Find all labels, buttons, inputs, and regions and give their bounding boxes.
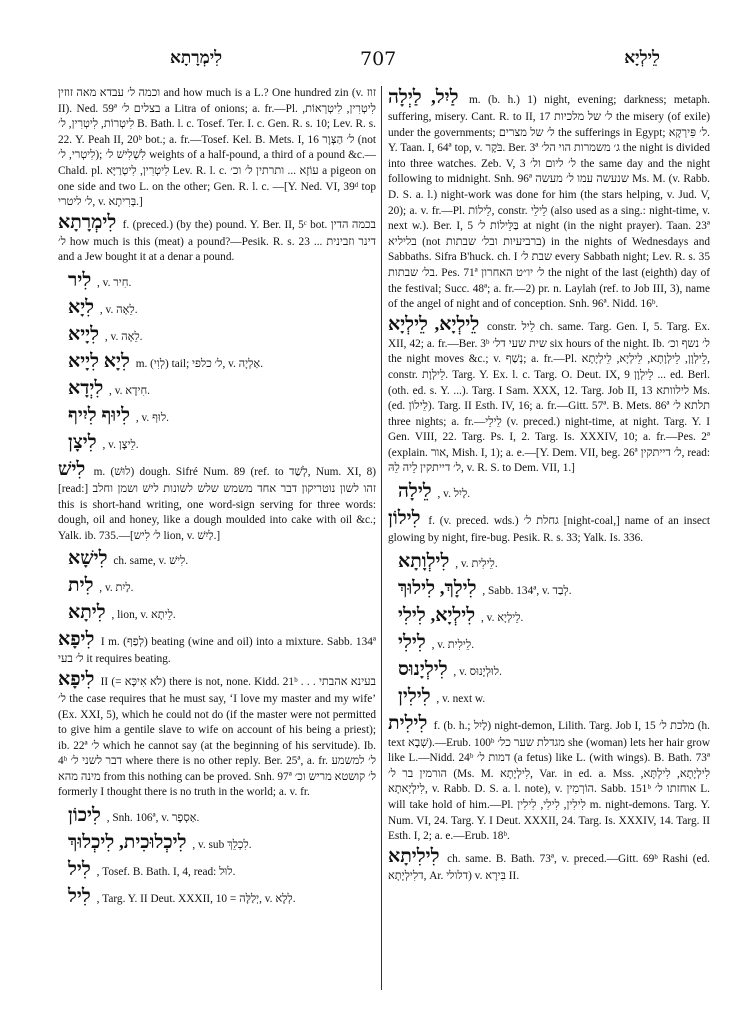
entry-text: , Sabb. 134ª, v. לְבַד. <box>482 584 572 597</box>
entry-text: ch. same. B. Bath. 73ª, v. preced.—Gitt. 69ᵇ Rashi (ed. דלִילְיָתָא, Ar. דלולי) v. בִּירָא II. <box>388 852 710 882</box>
left-column <box>58 86 376 986</box>
left-running-head: לִימְרָתָא <box>170 48 223 68</box>
headword: לִישׁ <box>58 458 86 480</box>
entry-lil-1 <box>68 858 376 882</box>
entry-text: ch. same, v. לִישׁ. <box>113 555 189 568</box>
headword: לִיפָא <box>58 629 95 651</box>
entry-liliya <box>398 604 710 628</box>
entry-text: f. (b. h.; לַיִל) night-demon, Lilith. Targ. Job I, 15 מלכת ל׳ (h. text שְׁבָא).—Erub. 100ᵇ מגדלת שער כל׳ she (woman) lets her hair grow like L.—Nidd. 24ᵇ דמות ל׳ (a fetus) like L. (with wings). B. Bath. 73ª הורמין בר ל׳ (Ms. M. לִילְיָתָא, Var. in ed. a. Mss. לִילְיָתָא, לִילְתָּא, לִילְיָאתָא, v. Rabb. D. S. a. l. note), v. הוֹרְמִין. Sabb. 151ᵇ אוחזתו ל׳ L. will take hold of him.—Pl. לִילִין, לִילִי, לִילִין m. night-demons. Targ. Y. Num. VI, 24. Targ. Y. I Deut. XXXII, 24. Targ. Is. XXXIV, 14. Targ. II Esth. I, 2; a. e.—Erub. 18ᵇ. <box>388 719 710 843</box>
entry-text: , v. חִידָא. <box>109 384 150 397</box>
entry-text: , v. לַיִת. <box>99 582 134 595</box>
entry-liya-2 <box>68 323 376 347</box>
entry-text: f. (preced.) (by the) pound. Y. Ber. II, 5ᶜ bot. בכמה הדין ל׳ how much is this (meat) a pound?—Pesik. R. s. 23 ... דינר וזבינית and a Jew bought it at a denar a pound. <box>58 218 376 264</box>
entry-liya-1 <box>68 296 376 320</box>
headword: לִיר <box>68 269 92 291</box>
headword: לִיָיא <box>68 323 100 345</box>
headword: לִילִיתָא <box>388 845 440 867</box>
headword: לִיוּף לִיִיף <box>68 404 131 426</box>
right-running-head: לֵילְיָא <box>624 48 660 68</box>
entry-likhlukh <box>68 831 376 855</box>
headword: לִישָׁא <box>68 548 108 570</box>
headword: לִילִין <box>398 685 431 707</box>
entry-lilinus <box>398 658 710 682</box>
headword: לִיָא לִיָיא <box>68 350 130 372</box>
entry-lit <box>68 574 376 598</box>
headword: לִילוֹן <box>388 508 421 530</box>
headword: לֵילָה <box>398 481 432 503</box>
entry-text: , v. לֵילְיָא. <box>481 611 524 624</box>
entry-text: , v. לַיִל. <box>437 488 471 501</box>
right-column <box>388 86 710 986</box>
headword: לִיצָן <box>68 431 97 453</box>
entry-lifa-2 <box>58 668 376 801</box>
entry-limtera <box>58 211 376 266</box>
entry-leilah <box>398 480 710 504</box>
entry-text: , v. sub לִכְלֵךְ. <box>192 839 252 852</box>
entry-text: constr. לֵיל ch. same. Targ. Gen. I, 5. Targ. Ex. XII, 42; a. fr.—Ber. 3ᵇ שית שעי דל׳ six hours of the night. Ib. ל׳ נשף וכ׳ the night moves &c.; v. נְשַׁף; a. fr.—Pl. לֵילְוָן, לֵילְוָתָא, לֵילְיָא, לֵילְיָתָא, constr. לֵילְוָת. Targ. Y. Ex. l. c. Targ. O. Deut. IX, 9 לֵילְוָן ... ed. Berl. (oth. ed. s. Y. ...). Targ. I Sam. XXX, 12. Targ. Job II, 13 לילוותא Ms. (ed. לֵילוֹן). Targ. II Esth. IV, 16; a. fr.—Gitt. 57ª. B. Mets. 86ª תלתא ל׳ three nights; a. fr.—לֵילֵי (v. preced.) night-time, at night. Targ. Y. I Gen. VIII, 22. Targ. Ps. I, 2. Targ. Is. XXXIV, 10; a. fr.—Pes. 2ª (explain. אור, Mish. I, 1); a. e.—[Y. Dem. VII, beg. 26ª ל׳ דייתקין, read: ל׳ דייתקין לֵיה לֵהּ, v. R. S. to Dem. VII, 1.] <box>388 320 710 475</box>
headword: לִיכְלוּכִית, לִיכְלוּךְ <box>68 832 187 854</box>
headword: לִילָךְ, לִילוּךְ <box>398 577 477 599</box>
entry-text: , v. לֵילִית. <box>455 557 498 570</box>
headword: לִיל <box>68 886 91 908</box>
entry-lida <box>68 377 376 401</box>
headword: לִילִי <box>398 631 426 653</box>
entry-text: , v. לֵילִית. <box>431 638 475 651</box>
entry-text: , v. לֵאָה. <box>104 330 143 343</box>
entry-lisha <box>68 547 376 571</box>
headword: לִית <box>68 575 94 597</box>
entry-text: , v. חִיר. <box>97 276 132 289</box>
headword: לִילְוָתָא <box>398 550 450 572</box>
entry-liyr <box>68 269 376 293</box>
entry-lilon <box>388 507 710 547</box>
entry-lili <box>398 631 710 655</box>
entry-lilith <box>388 712 710 845</box>
headword: לִיפָא <box>58 668 95 690</box>
entry-liyf <box>68 404 376 428</box>
page-header <box>60 48 700 78</box>
entry-likhon <box>68 804 376 828</box>
headword: לִילִית <box>388 712 428 734</box>
entry-text: m. (b. h.) 1) night, evening; darkness; metaph. suffering, misery. Cant. R. to II, 17 ל׳ של מלכיות the misery (of exile) under the governments; ל׳ של מצרים the sufferings in Egypt; ל׳ פִּירְקָא. Y. Taan. I, 64ª top, v. בֹּקֶר. Ber. 3ª ג׳ משמרות הוי הל׳ the night is divided into three watches. Zeb. V, 3 ל׳ ליום ול׳ the same day and the night following to midnight. Snh. 96ª שנעשה עמו ל׳ מעשה Ms. M. (v. Rabb. D. S. a. l.) night-work was done for him (the stars helping, v. Jud. V, 20); a. v. fr.—Pl. לֵילוֹת, constr. לֵילֵי (also used as a sing.: night-time, v. next w.). Ber. I, 5 בַּלֵּילוֹת ל׳ at night (in the night prayer). Taan. 23ª בליליא (not ברביעיות ובל׳ שבתות) in the nights of Wednesdays and Sabbaths. Sifra B'huck. ch. I שבת ל׳ every Sabbath night; Lev. R. s. 35 בל׳ שבתות. Pes. 71ª ל׳ יו״ט האחרון the night of the last (eighth) day of the festival; Succ. 48ª; a. fr.—2) pr. n. Laylah (ref. to Job III, 3), name of the angel of night and of conception. Snh. 96ª. Nidd. 16ᵇ. <box>388 94 710 311</box>
entry-text: , Targ. Y. II Deut. XXXII, 10 = יְלַלָּה, v. לְלָא. <box>96 893 296 906</box>
entry-continuation: וכמה ל׳ עבדא מאה זוזין and how much is a L.? One hundred zin (v. זוז II). Ned. 59ª בצלים ל׳ a Litra of onions; a. fr.—Pl. לִיטְרִין, לִיטְרְאוֹת, לִיטְרוֹת, לִיטְרִין, ל׳ B. Bath. l. c. Tosef. Ter. I. c. Gen. R. s. 10; Lev. R. s. 22. Y. Peah II, 20ᵇ bot.; a. fr.—Tosef. Kel. B. Mets. I, 16 ל׳ הַצְּוָר (not לִיטְרי, ל׳); לִשְׁלִישׁ ל׳ weights of a half-pound, a third of a pound &c.—Chald. pl. לִיטְרִין, לִיטְרַיָּא Lev. R. l. c. עוֹזָא ... ותרתין ל׳ וכ׳ a pigeon on one side and two L. on the other; Gen. R. l. c. —[Y. Ned. VI, 39ᵈ top ל׳ ליטרי, v. בְּרִיתָא.] <box>58 87 376 209</box>
entry-text: , Tosef. B. Bath. I, 4, read: לוּל. <box>96 866 236 879</box>
headword: לַיִל, לַיְלָה <box>388 87 459 108</box>
entry-text: m. (לְוִי) tail; ל׳ כלפי, v. אַלְיָה. <box>135 357 264 370</box>
entry-lilita <box>388 845 710 885</box>
entry-litsan <box>68 431 376 455</box>
headword: לֵילְיָא, לֵילְיָא <box>388 313 480 335</box>
headword: לִילְיָנוּס <box>398 658 448 680</box>
headword: לִיָא <box>68 296 95 318</box>
entry-liya-3 <box>68 350 376 374</box>
headword: לִימְרָתָא <box>58 211 117 233</box>
headword: לִיתָא <box>68 602 106 624</box>
entry-lish <box>58 458 376 544</box>
entry-text: , v. לֵאָה. <box>99 303 138 316</box>
entry-layla <box>388 86 710 313</box>
page-number: 707 <box>360 48 397 70</box>
entry-lilin <box>398 685 710 709</box>
entry-text: , Snh. 106ª, v. אַסְפָר. <box>106 812 200 825</box>
entry-text: , v. next w. <box>436 692 486 705</box>
entry-text: , lion, v. לֵיתָא. <box>111 609 176 622</box>
entry-leilya <box>388 313 710 477</box>
entry-text: f. (v. preced. wds.) גחלת ל׳ [night-coal,] name of an insect glowing by night, fire-bug. Pesik. R. s. 33; Yalk. Is. 336. <box>388 515 710 545</box>
entry-lifa-1 <box>58 628 376 668</box>
headword: לִיל <box>68 859 91 881</box>
headword: לִיכוֹן <box>68 805 101 827</box>
entry-liloata <box>398 550 710 574</box>
entry-text: m. (לוּשׁ) dough. Sifré Num. 89 (ref. to לְשַׁד, Num. XI, 8) [read:] זהו לשון נוטריקון דבר אחד משמש שלש לשונות לישׁ ושמן וחלב this is short-hand writing, one word-sign serving for three words: dough, oil and honey, like a dough moulded into cake with oil &c.; Yalk. ib. 735.—[ל׳ לִיש lion, v. לַיִשׁ.] <box>58 465 376 542</box>
entry-lita <box>68 601 376 625</box>
headword: לִילְיָא, לִילִי <box>398 604 476 626</box>
entry-lilukh <box>398 577 710 601</box>
entry-text: I m. (לְפַף) beating (wine and oil) into a mixture. Sabb. 134ª ל׳ בעי it requires beating. <box>58 636 376 666</box>
entry-text: , v. לוּלְיָנוּס. <box>453 665 502 678</box>
entry-lil-2 <box>68 885 376 909</box>
entry-text: II (= לֹא אִיכָּא) there is not, none. Kidd. 21ᵇ בעינא אהבתי . . . ל׳ the case requires that he must say, ‘I love my master and my wife’ (Ex. XXI, 5), which he could not do (if the master were not permitted to give him a gentile slave to wife on account of his being a priest); ib. 22ª ל׳ which he cannot say (at the beginning of his servitude). Ib. 4ᵇ דבר לשני ל׳ where there is no other reply. Ber. 25ª, a. fr. ל׳ למשמע מינה מהא from this nothing can be proved. Snh. 97ª ל׳ קושטא מריש וכ׳ formerly I thought there is no truth in the world; a. v. fr. <box>58 675 376 799</box>
headword: לִיְדָא <box>68 377 104 399</box>
entry-text: , v. לֵיצָן. <box>102 438 139 451</box>
entry-text: , v. לוּף. <box>135 411 169 424</box>
column-divider <box>381 86 382 990</box>
